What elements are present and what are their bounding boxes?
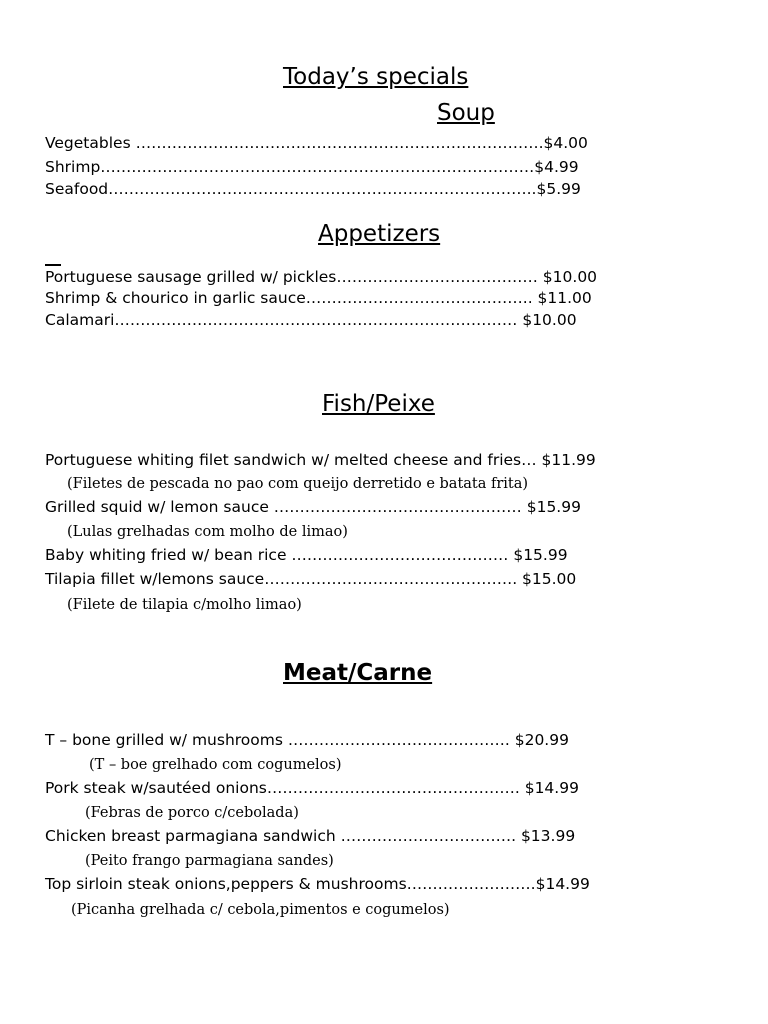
menu-item-translation: (Picanha grelhada c/ cebola,pimentos e cogumelos) (71, 902, 450, 918)
menu-item: Shrimp…………………………………………………………………………$4.99 (45, 158, 579, 176)
menu-item-translation: (Peito frango parmagiana sandes) (85, 853, 334, 869)
fish-heading: Fish/Peixe (322, 391, 435, 417)
menu-item: Grilled squid w/ lemon sauce ………………………………………… $15.99 (45, 498, 581, 516)
menu-item: Calamari…………………………………………………………………… $10.00 (45, 311, 577, 329)
menu-item: Tilapia fillet w/lemons sauce…………………………………………. $15.00 (45, 570, 577, 588)
menu-item: Chicken breast parmagiana sandwich ……………………………. $13.99 (45, 827, 576, 845)
menu-item: Portuguese whiting filet sandwich w/ melted cheese and fries… $11.99 (45, 451, 596, 469)
soup-heading: Soup (437, 100, 495, 126)
page-title: Today’s specials (283, 64, 469, 90)
menu-item: Top sirloin steak onions,peppers & mushrooms…………………….$14.99 (45, 875, 590, 893)
menu-item: Shrimp & chourico in garlic sauce…………………………………….. $11.00 (45, 289, 592, 307)
menu-item-translation: (Febras de porco c/cebolada) (85, 805, 299, 821)
menu-item: Vegetables …………………………………………………………………….$4.00 (45, 134, 588, 152)
meat-heading: Meat/Carne (283, 660, 433, 686)
menu-item: T – bone grilled w/ mushrooms ……………………………………. $20.99 (45, 731, 569, 749)
menu-item: Seafood………………………………………………………………………..$5.99 (45, 180, 581, 198)
menu-item: Portuguese sausage grilled w/ pickles………………………………… $10.00 (45, 268, 598, 286)
menu-item: Baby whiting fried w/ bean rice …………………………………… $15.99 (45, 546, 568, 564)
menu-item-translation: (Lulas grelhadas com molho de limao) (67, 524, 348, 540)
appetizers-heading: Appetizers (318, 221, 441, 247)
divider-mark (45, 264, 61, 266)
menu-item-translation: (Filete de tilapia c/molho limao) (67, 597, 302, 613)
menu-item-translation: (Filetes de pescada no pao com queijo derretido e batata frita) (67, 476, 529, 492)
menu-item-translation: (T – boe grelhado com cogumelos) (89, 757, 342, 773)
menu-item: Pork steak w/sautéed onions…………………………………………. $14.99 (45, 779, 579, 797)
